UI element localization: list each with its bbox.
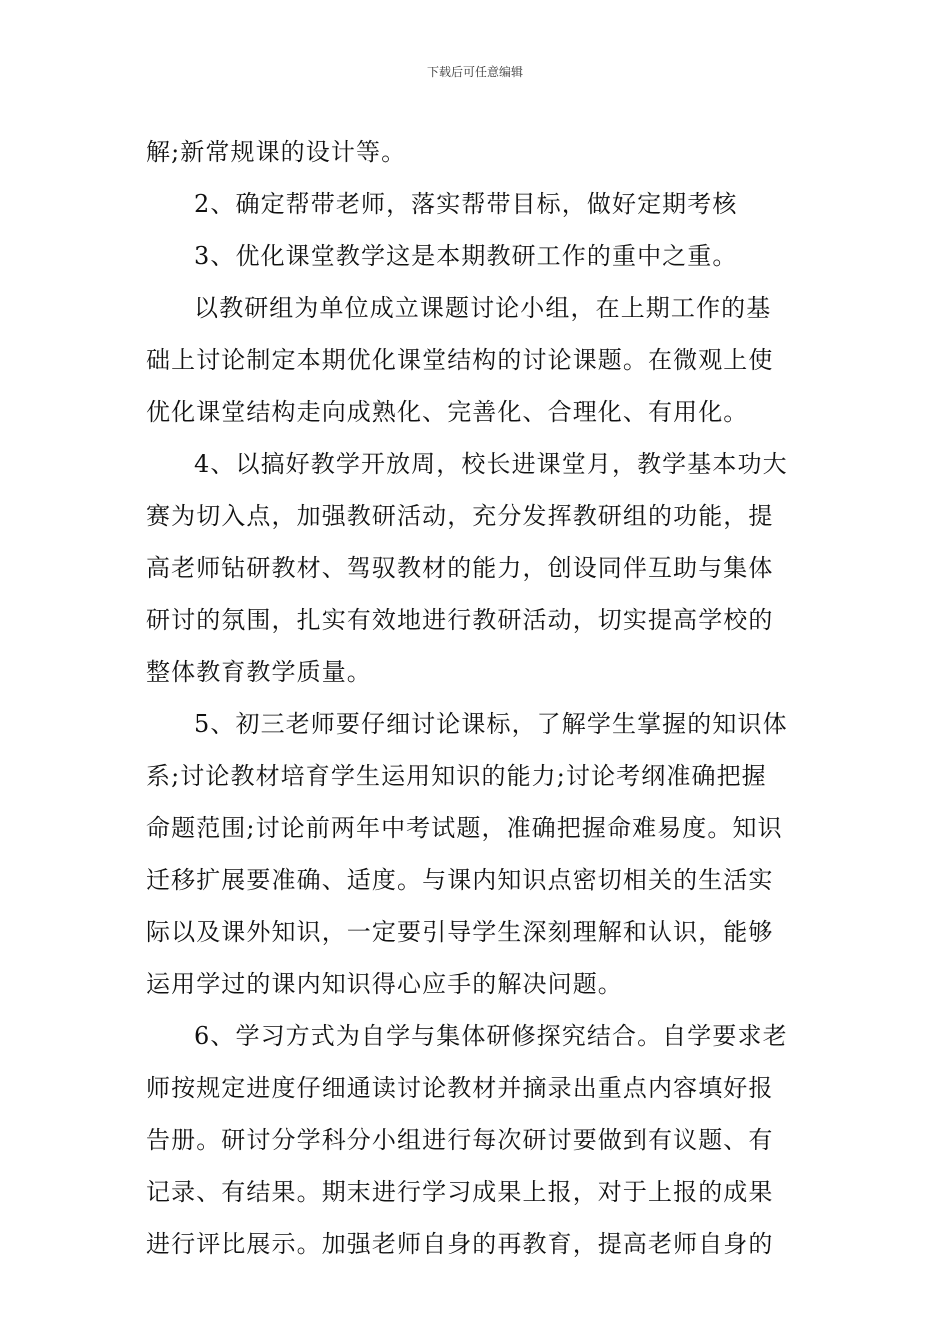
text-line: 进行评比展示。加强老师自身的再教育，提高老师自身的 bbox=[146, 1230, 774, 1258]
text-line: 5、初三老师要仔细讨论课标，了解学生掌握的知识体 bbox=[194, 710, 788, 738]
text-line: 命题范围;讨论前两年中考试题，准确把握命难易度。知识 bbox=[146, 814, 783, 842]
text-line: 运用学过的课内知识得心应手的解决问题。 bbox=[146, 970, 623, 998]
text-line: 高老师钻研教材、驾驭教材的能力，创设同伴互助与集体 bbox=[146, 554, 774, 582]
text-line: 迁移扩展要准确、适度。与课内知识点密切相关的生活实 bbox=[146, 866, 774, 894]
text-line: 2、确定帮带老师，落实帮带目标，做好定期考核 bbox=[194, 190, 738, 218]
text-line: 优化课堂结构走向成熟化、完善化、合理化、有用化。 bbox=[146, 398, 749, 426]
text-line: 础上讨论制定本期优化课堂结构的讨论课题。在微观上使 bbox=[146, 346, 774, 374]
text-line: 际以及课外知识，一定要引导学生深刻理解和认识，能够 bbox=[146, 918, 774, 946]
document-body bbox=[146, 126, 810, 1270]
text-line: 6、学习方式为自学与集体研修探究结合。自学要求老 bbox=[194, 1022, 788, 1050]
text-line: 以教研组为单位成立课题讨论小组，在上期工作的基 bbox=[194, 294, 772, 322]
text-line: 4、以搞好教学开放周，校长进课堂月，教学基本功大 bbox=[194, 450, 788, 478]
page-header: 下载后可任意编辑 bbox=[426, 65, 523, 79]
text-line: 解;新常规课的设计等。 bbox=[146, 138, 407, 166]
text-line: 师按规定进度仔细通读讨论教材并摘录出重点内容填好报 bbox=[146, 1074, 774, 1102]
text-line: 告册。研讨分学科分小组进行每次研讨要做到有议题、有 bbox=[146, 1126, 774, 1154]
text-line: 研讨的氛围，扎实有效地进行教研活动，切实提高学校的 bbox=[146, 606, 774, 634]
text-line: 整体教育教学质量。 bbox=[146, 658, 372, 686]
text-line: 系;讨论教材培育学生运用知识的能力;讨论考纲准确把握 bbox=[146, 762, 767, 790]
text-line: 赛为切入点，加强教研活动，充分发挥教研组的功能，提 bbox=[146, 502, 774, 530]
text-line: 3、优化课堂教学这是本期教研工作的重中之重。 bbox=[194, 242, 738, 270]
text-line: 记录、有结果。期末进行学习成果上报，对于上报的成果 bbox=[146, 1178, 774, 1206]
